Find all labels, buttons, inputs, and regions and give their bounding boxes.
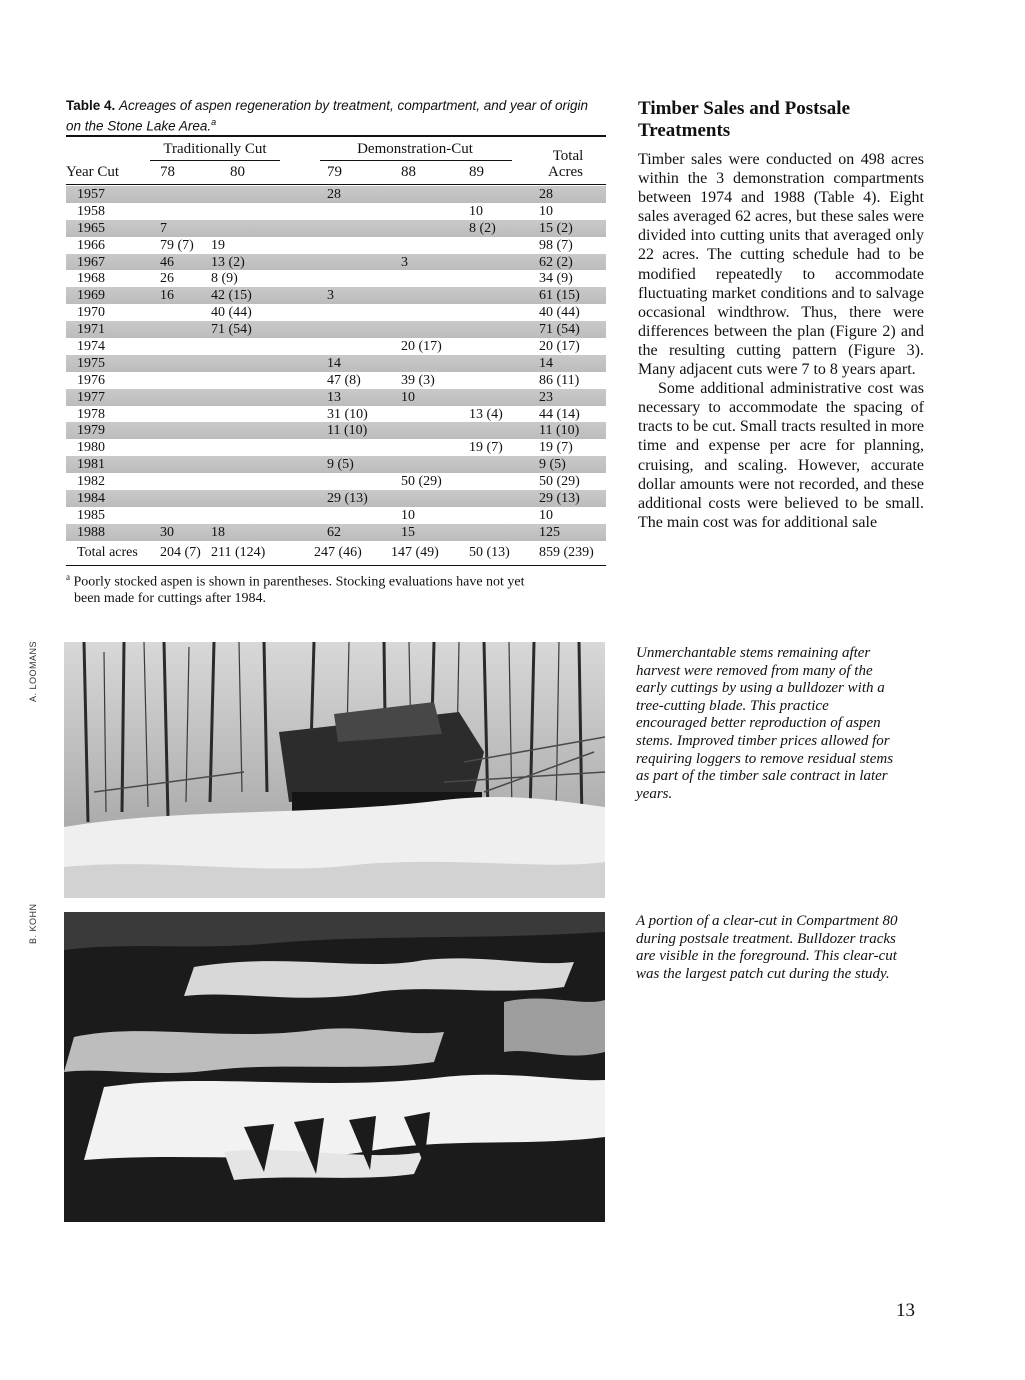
table-cell-total: 44 (14) [539,406,580,422]
section-heading: Timber Sales and Postsale Treatments [638,98,851,141]
table-cell-c88: 15 [401,524,415,540]
table-bottom-rule [66,565,606,566]
table-cell-year: 1971 [77,322,105,338]
table-row [66,270,606,287]
table-cell-c80: 40 (44) [211,305,252,321]
table-cell-c80: 71 (54) [211,322,252,338]
table-cell-year: 1958 [77,203,105,219]
totals-89: 50 (13) [469,545,510,560]
table-cell-total: 15 (2) [539,220,573,236]
col-header-79: 79 [327,164,342,180]
totals-label: Total acres [77,545,138,560]
table-cell-total: 9 (5) [539,457,566,473]
table-cell-year: 1982 [77,474,105,490]
table-footnote [66,569,606,607]
table-top-rule [66,135,606,137]
table-row [66,287,606,304]
table-cell-year: 1980 [77,440,105,456]
body-paragraph-2: Some additional administrative cost was necessary to accommodate the spacing of tracts to be cut. Small tracts resulted in more time and expense per acre for planning, cruising, and scaling. However, accurate dollar amounts were not recorded, and these additional costs were believed to be small. The main cost was for additional sale [638,380,924,531]
table-cell-c88: 10 [401,507,415,523]
table-cell-total: 71 (54) [539,322,580,338]
photo-caption-1: Unmerchantable stems remaining after harvest were removed from many of the early cuttings by using a bulldozer with a tree-cutting blade. This practice encouraged better reproduction of aspen stems. Improved timber prices allowed for requiring loggers to remove residual stems as part of the timber sale contract in later years. [636,645,894,802]
table-row [66,439,606,456]
table-cell-c79: 62 [327,524,341,540]
table-cell-total: 19 (7) [539,440,573,456]
table-cell-total: 34 (9) [539,271,573,287]
col-header-78: 78 [160,164,175,180]
table-cell-year: 1977 [77,389,105,405]
photo-credit-2: B. KOHN [28,903,38,944]
table-row [66,473,606,490]
table-row [66,186,606,203]
table-cell-c80: 42 (15) [211,288,252,304]
table-row [66,355,606,372]
table-cell-c79: 14 [327,355,341,371]
table-row [66,237,606,254]
table-row [66,338,606,355]
footnote-line-1: Poorly stocked aspen is shown in parentheses. Stocking evaluations have not yet [73,574,525,590]
table-cell-total: 11 (10) [539,423,580,439]
photo-clear-cut-image [64,912,605,1222]
table-cell-c89: 19 (7) [469,440,503,456]
table-row [66,321,606,338]
table-row [66,406,606,423]
page-number: 13 [896,1300,915,1321]
table-row [66,422,606,439]
photo-clear-cut [64,912,605,1222]
table-caption-note-mark: a [211,117,217,127]
table-cell-year: 1965 [77,220,105,236]
table-cell-c88: 20 (17) [401,339,442,355]
header-traditionally-cut: Traditionally Cut [163,141,267,157]
table-cell-total: 28 [539,187,553,202]
totals-88: 147 (49) [391,545,439,560]
table-body [66,186,606,541]
table-cell-total: 62 (2) [539,254,573,270]
table-cell-total: 10 [539,203,553,219]
table-cell-c88: 10 [401,389,415,405]
table-cell-year: 1984 [77,491,105,507]
table-cell-year: 1978 [77,406,105,422]
photo-caption-2: A portion of a clear-cut in Compartment 80 during postsale treatment. Bulldozer tracks are visible in the foreground. This clear-cut was the largest patch cut during the study. [636,913,898,982]
totals-80: 211 (124) [211,545,266,560]
table-cell-year: 1968 [77,271,105,287]
table-row [66,456,606,473]
table-cell-c79: 47 (8) [327,372,361,388]
table-row [66,203,606,220]
footnote-line-2: been made for cuttings after 1984. [74,590,267,606]
table-caption [66,98,606,135]
table-cell-total: 50 (29) [539,474,580,490]
table-row [66,220,606,237]
table-cell-c89: 8 (2) [469,220,496,236]
table-row [66,254,606,271]
table-label: Table 4. [66,98,116,113]
totals-total: 859 (239) [539,545,594,560]
table-cell-c88: 39 (3) [401,372,435,388]
table-row [66,372,606,389]
table-row [66,507,606,524]
table-cell-total: 20 (17) [539,339,580,355]
table-cell-year: 1976 [77,372,105,388]
table-cell-total: 29 (13) [539,491,580,507]
table-cell-total: 98 (7) [539,237,573,253]
photo-credit-1: A. LOOMANS [28,640,38,702]
table-cell-c88: 3 [401,254,408,270]
table-cell-total: 14 [539,355,553,371]
table-cell-c78: 26 [160,271,174,287]
table-header-rule [66,184,606,185]
col-header-89: 89 [469,164,484,180]
table-cell-c80: 8 (9) [211,271,238,287]
table-cell-c79: 9 (5) [327,457,354,473]
table-cell-c79: 29 (13) [327,491,368,507]
table-cell-c78: 7 [160,220,167,236]
header-demonstration-cut: Demonstration-Cut [357,141,473,157]
table-caption-text: Acreages of aspen regeneration by treatment, compartment, and year of origin on the Stone Lake Area. [66,98,589,134]
table-cell-c78: 16 [160,288,174,304]
table-cell-c79: 11 (10) [327,423,368,439]
table-cell-c80: 13 (2) [211,254,245,270]
table-cell-c78: 30 [160,524,174,540]
body-paragraph-1: Timber sales were conducted on 498 acres within the 3 demonstration compartments between 1974 and 1988 (Table 4). Eight sales averaged 62 acres, but these sales were divided into cutting units that averaged only 22 acres. The cutting schedule had to be modified repeatedly to accommodate fluctuating market conditions and to salvage occasional windthrow. Thus, there were differences between the plan (Figure 2) and the resulting cutting pattern (Figure 3). Many adjacent cuts were 7 to 8 years apart. [638,151,924,379]
table-cell-year: 1981 [77,457,105,473]
table-row [66,524,606,541]
table-cell-year: 1957 [77,187,105,202]
table-cell-year: 1985 [77,507,105,523]
table-cell-c79: 3 [327,288,334,304]
table-cell-total: 86 (11) [539,372,580,388]
header-total: Total [552,148,584,164]
table-cell-year: 1979 [77,423,105,439]
table-totals-row [66,544,606,562]
table-row [66,389,606,406]
col-header-year-cut: Year Cut [66,164,120,180]
table-row [66,304,606,321]
table-cell-c88: 50 (29) [401,474,442,490]
table-cell-c79: 28 [327,187,341,202]
table-cell-c78: 79 (7) [160,237,194,253]
table-cell-year: 1975 [77,355,105,371]
table-cell-year: 1988 [77,524,105,540]
table-cell-total: 10 [539,507,553,523]
photo-bulldozer [64,642,605,898]
table-cell-year: 1974 [77,339,105,355]
table-cell-year: 1967 [77,254,105,270]
table-cell-year: 1969 [77,288,105,304]
table-cell-total: 61 (15) [539,288,580,304]
table-cell-c89: 10 [469,203,483,219]
table-cell-total: 40 (44) [539,305,580,321]
header-demonstration-cut-underline [320,160,512,161]
table-cell-c79: 13 [327,389,341,405]
totals-79: 247 (46) [314,545,362,560]
table-cell-c80: 18 [211,524,225,540]
table-cell-c79: 31 (10) [327,406,368,422]
col-header-88: 88 [401,164,416,180]
table-cell-year: 1970 [77,305,105,321]
table-cell-c80: 19 [211,237,225,253]
totals-78: 204 (7) [160,545,201,560]
table-cell-c78: 46 [160,254,174,270]
footnote-mark: a [66,572,70,582]
table-cell-total: 125 [539,524,560,540]
section-body [638,150,924,532]
header-traditionally-cut-underline [150,160,280,161]
photo-bulldozer-image [64,642,605,898]
table-cell-year: 1966 [77,237,105,253]
col-header-acres: Acres [548,164,583,180]
col-header-80: 80 [230,164,245,180]
table-cell-c89: 13 (4) [469,406,503,422]
table-cell-total: 23 [539,389,553,405]
table-row [66,490,606,507]
